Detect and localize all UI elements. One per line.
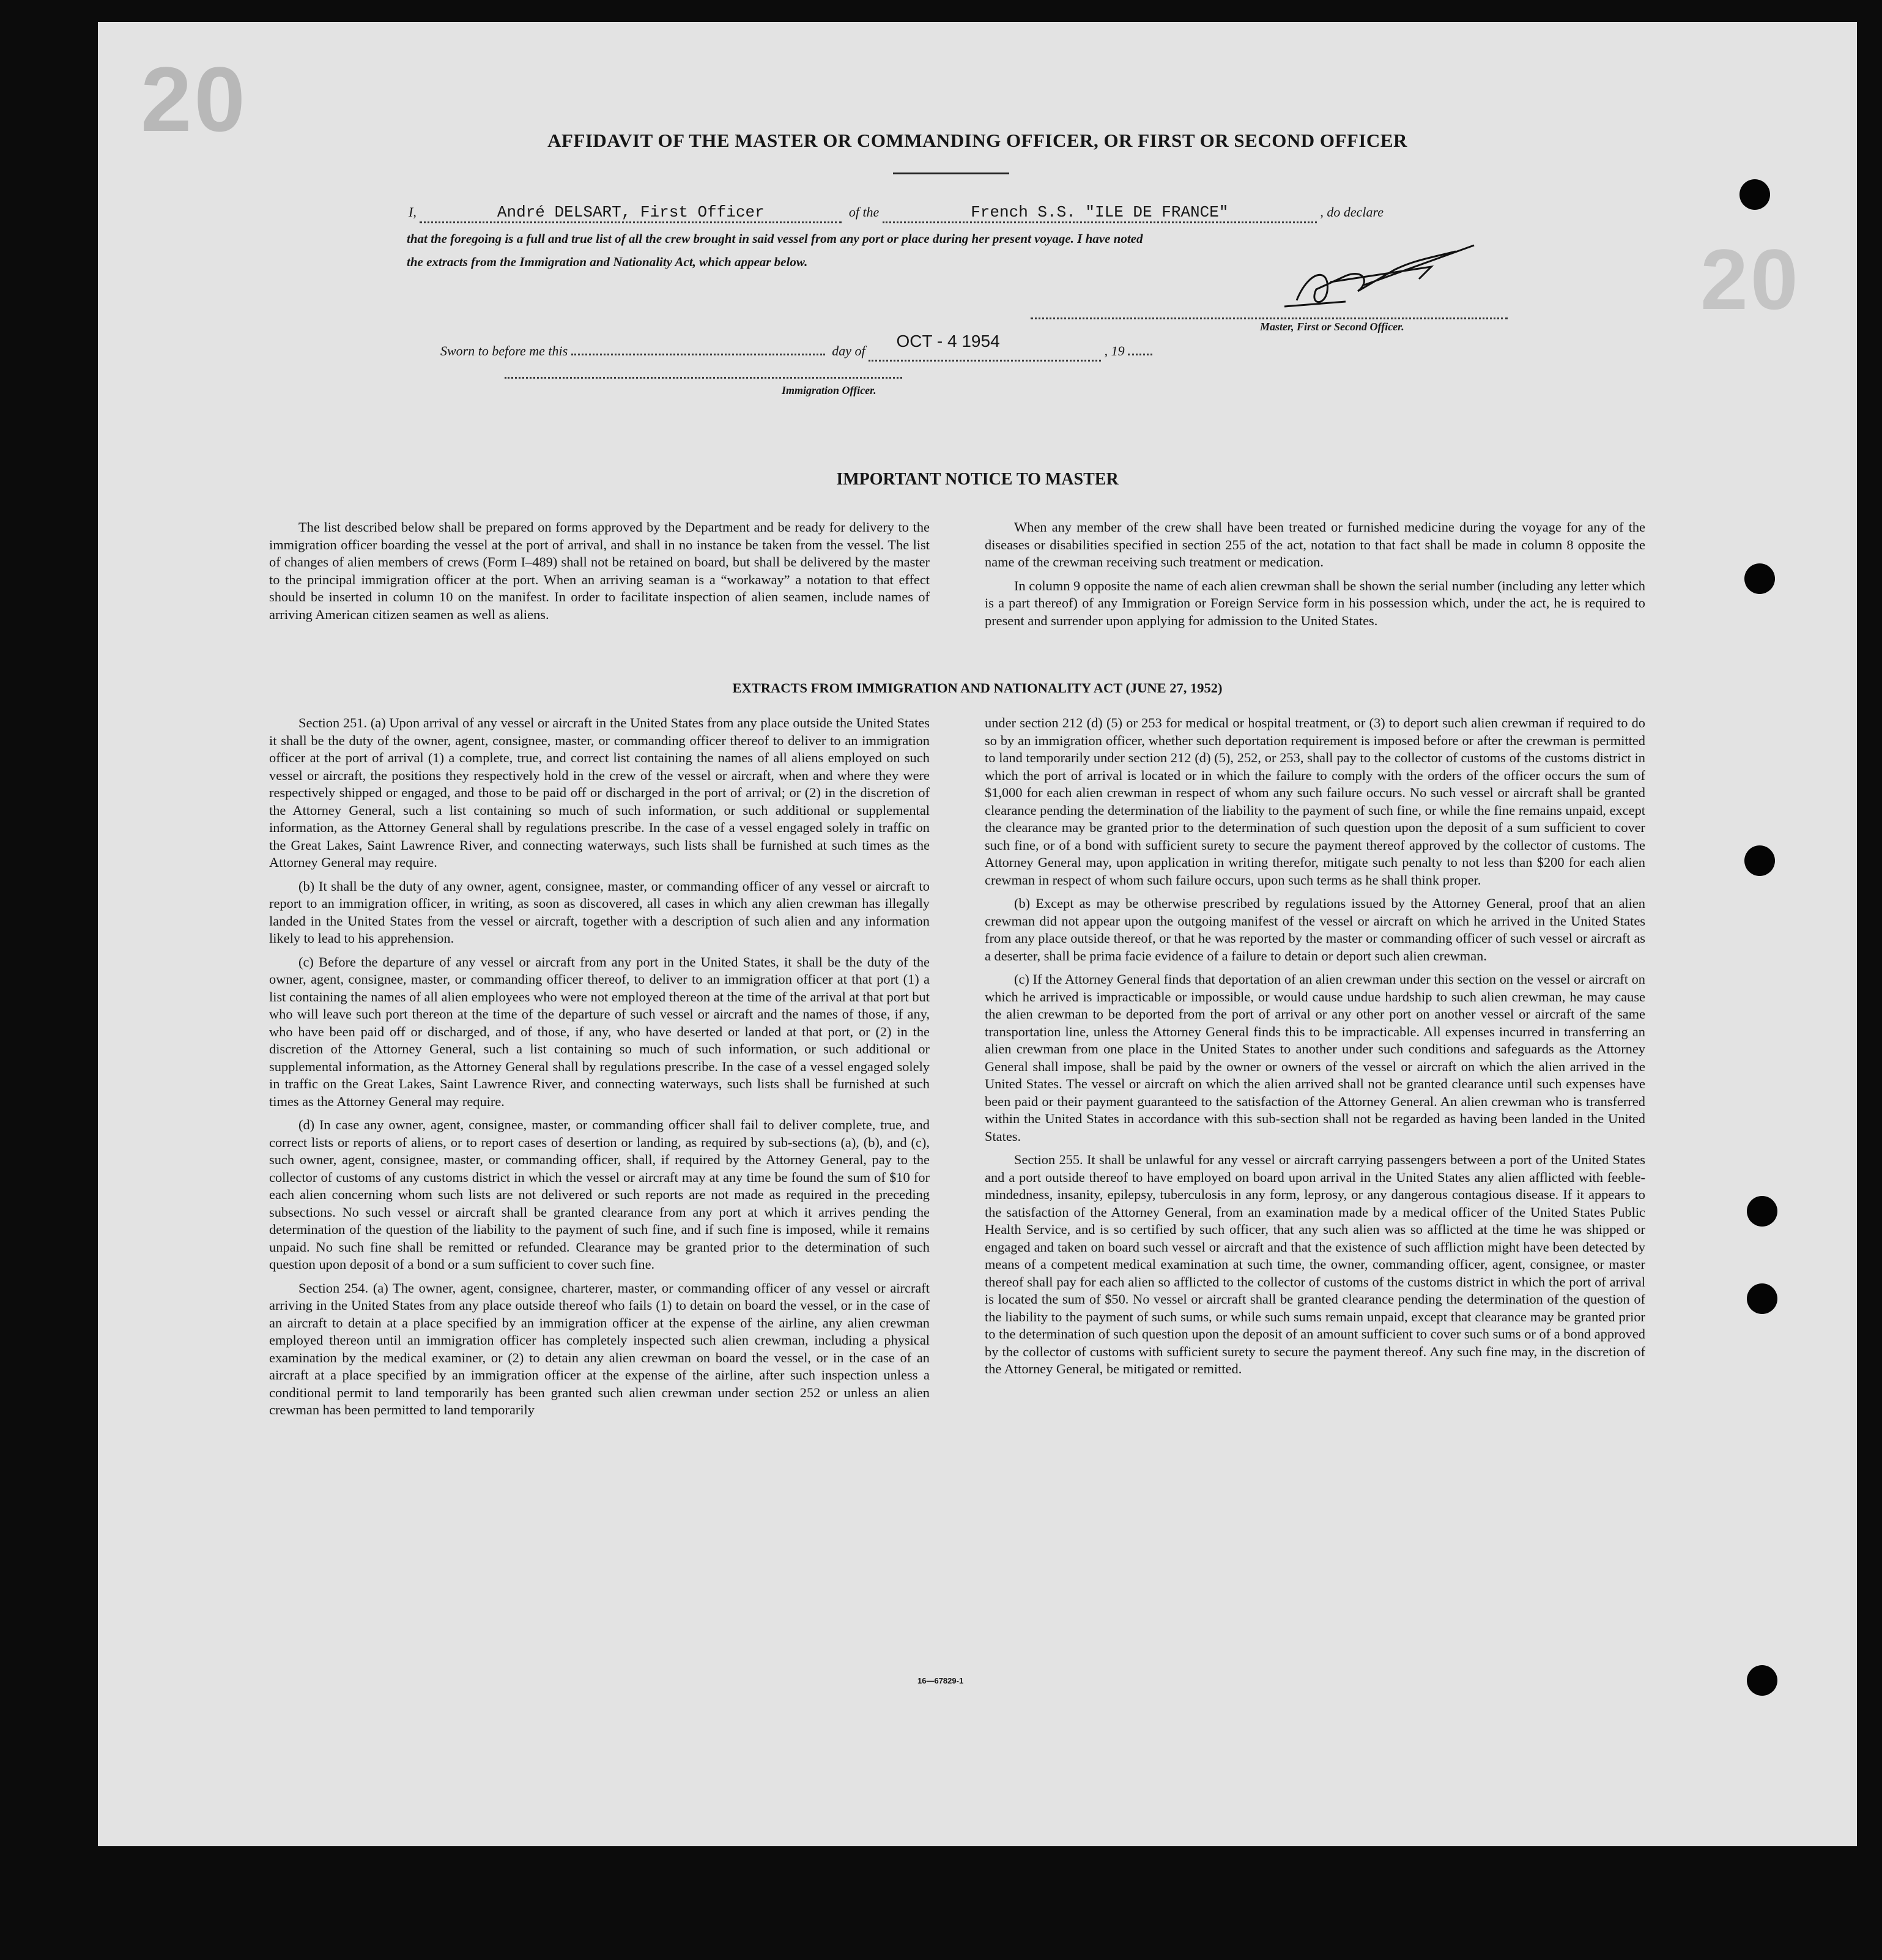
notice-left-paragraph: The list described below shall be prepared on forms approved by the Department and be ready for delivery to the immigration officer boarding the vessel at the port of arrival, and shall in no instance be taken from the vessel. The list of changes of alien members of crews (Form I–489) shall not be retained on board, but shall be delivered by the master to the principal immigration officer at the port. When an arriving seaman is a “workaway” a notation to that effect should be inserted in column 10 on the manifest. In order to facilitate inspection of alien seamen, include names of arriving American citizen seamen as well as aliens. bbox=[269, 519, 930, 622]
i-label: I, bbox=[409, 204, 417, 220]
binder-hole-5 bbox=[1747, 1283, 1777, 1314]
binder-hole-2 bbox=[1744, 563, 1775, 594]
officer-name-field bbox=[420, 203, 842, 223]
immigration-officer-label: Immigration Officer. bbox=[782, 384, 876, 396]
sworn-day-field bbox=[571, 354, 825, 355]
do-declare-label: , do declare bbox=[1320, 204, 1384, 220]
affidavit-line-1 bbox=[409, 203, 1384, 223]
binder-hole-1 bbox=[1739, 179, 1770, 210]
section-254-a-continued: under section 212 (d) (5) or 253 for medical or hospital treatment, or (3) to deport such alien crewman if required to do so by an immigration officer, whether such deportation requirement is imposed before or after the crewman is permitted to land temporarily under section 212 (d) (5), 252, or 253, shall pay to the collector of customs of the customs district in which the port of arrival is located or in which the failure to comply with the orders of the officer occurs the sum of $1,000 for each alien crewman in respect of whom any such failure occurs. No such vessel or aircraft shall be granted clearance pending the determination of the liability to the payment of such fine, or while the fine remains unpaid, except the clearance may be granted prior to the determination of such question upon the deposit of a sum sufficient to cover such fine, or of a bond with sufficient surety to secure the payment thereof approved by the collector of customs. The Attorney General may, upon application in writing therefor, mitigate such penalty to not less than $200 for each alien crewman in respect of whom such failure occurs, upon such terms as he shall think proper. bbox=[985, 715, 1645, 888]
notice-left-column bbox=[269, 519, 930, 629]
section-251-b: (b) It shall be the duty of any owner, agent, consignee, master, or commanding officer of any vessel or aircraft to report to an immigration officer, in writing, as soon as discovered, all cases in which any alien crewman has illegally landed in the United States from the vessel or aircraft, together with a description of such alien and any information likely to lead to his apprehension. bbox=[269, 878, 930, 946]
signature-title: Master, First or Second Officer. bbox=[1260, 321, 1404, 333]
section-254-c: (c) If the Attorney General finds that deportation of an alien crewman under this section on the vessel or aircraft on which he arrived is impracticable or impossible, or would cause undue hardship to such alien crewman, he may cause the alien crewman to be deported from the port of arrival or any other port on another vessel or aircraft of the same transportation line, unless the Attorney General finds this to be impracticable. All expenses incurred in transferring an alien crewman from one place in the United States to another under such conditions and safeguards as the Attorney General shall impose, shall be paid by the owner or owners of the vessel or aircraft on which the alien arrived in the United States. The vessel or aircraft on which the alien arrived shall not be granted clearance until such expenses have been paid or their payment guaranteed to the satisfaction of the Attorney General. An alien crewman who is transferred within the United States in accordance with this sub-section shall not be regarded as having been landed in the United States. bbox=[985, 971, 1645, 1144]
sworn-line bbox=[440, 332, 1152, 362]
section-251-d: (d) In case any owner, agent, consignee, master, or commanding officer shall fail to deliver complete, true, and correct lists or reports of aliens, or to report cases of desertion or landing, as required by sub-sections (a), (b), and (c), such owner, agent, consignee, master, or commanding officer, shall, if required by the Attorney General, pay to the collector of customs of any customs district in which the vessel or aircraft may at any time be found the sum of $10 for each alien concerning whom such lists are not delivered or such reports are not made as required in the preceding subsections. No such vessel or aircraft shall be granted clearance from any port at which it arrives pending the determination of the question of the liability to the payment of such fine, and if such fine is imposed, while it remains unpaid. No such fine shall be remitted or refunded. Clearance may be granted prior to the determination of such question upon deposit of a bond or a sum sufficient to cover such fine. bbox=[269, 1117, 930, 1272]
section-254-a: Section 254. (a) The owner, agent, consignee, charterer, master, or commanding officer of any vessel or aircraft arriving in the United States from any place outside thereof who fails (1) to detain on board the vessel, or in the case of an aircraft to detain at a place specified by an immigration officer at the expense of the airline, any alien crewman employed thereon until an immigration officer has completely inspected such alien crewman, including a physical examination by the medical examiner, or (2) to detain any alien crewman on board the vessel, or in the case of an aircraft at a place specified by an immigration officer at the expense of the airline, after such inspection unless a conditional permit to land temporarily has been granted such alien crewman under section 252 or unless an alien crewman has been permitted to land temporarily bbox=[269, 1280, 930, 1417]
officer-signature bbox=[1272, 233, 1529, 319]
bleed-through-stamp-left: 20 bbox=[141, 48, 248, 150]
sworn-date-field bbox=[869, 332, 1101, 362]
title-rule bbox=[893, 173, 1009, 174]
extracts-right-column bbox=[985, 715, 1645, 1384]
extracts-left-column bbox=[269, 715, 930, 1425]
section-251-a: Section 251. (a) Upon arrival of any vessel or aircraft in the United States from any place outside the United States it shall be the duty of the owner, agent, consignee, master, or commanding officer thereof to deliver to an immigration officer at the port of arrival (1) a complete, true, and correct list containing the names of all aliens employed on such vessel or aircraft, the positions they respectively hold in the crew of the vessel or aircraft, when and where they were respectively shipped or engaged, and those to be paid off or discharged in the port of arrival; or (2) in the discretion of the Attorney General, such a list containing so much of such information, or such additional or supplemental information, as the Attorney General shall by regulations prescribe. In the case of a vessel engaged solely in traffic on the Great Lakes, Saint Lawrence River, and connecting waterways, such lists shall be furnished at such times as the Attorney General may require. bbox=[269, 715, 930, 870]
notice-right-paragraph-2: In column 9 opposite the name of each alien crewman shall be shown the serial number (including any letter which is a part thereof) of any Immigration or Foreign Service form in his possession which, under the act, he is required to present and surrender upon applying for admission to the United States. bbox=[985, 577, 1645, 628]
of-the-label: of the bbox=[848, 204, 880, 220]
officer-name: André DELSART, First Officer bbox=[497, 203, 765, 221]
document-page bbox=[98, 22, 1857, 1846]
bleed-through-stamp-right: 20 bbox=[1700, 231, 1801, 327]
section-254-b: (b) Except as may be otherwise prescribed by regulations issued by the Attorney General, proof that an alien crewman did not appear upon the outgoing manifest of the vessel or aircraft on which he arrived in the United States from any place outside thereof, or that he was reported by the master or commanding officer of such vessel or aircraft as a deserter, shall be prima facie evidence of a failure to detain or deport such alien crewman. bbox=[985, 896, 1645, 963]
signature-line bbox=[1031, 317, 1508, 319]
affidavit-title: AFFIDAVIT OF THE MASTER OR COMMANDING OFFICER, OR FIRST OR SECOND OFFICER bbox=[547, 130, 1407, 151]
binder-hole-6 bbox=[1747, 1665, 1777, 1696]
declaration-line-1: that the foregoing is a full and true list of all the crew brought in said vessel from any port or place during her present voyage. I have noted bbox=[407, 231, 1143, 246]
binder-hole-3 bbox=[1744, 845, 1775, 876]
binder-hole-4 bbox=[1747, 1196, 1777, 1227]
notice-right-paragraph-1: When any member of the crew shall have been treated or furnished medicine during the voyage for any of the diseases or disabilities specified in section 255 of the act, notation to that fact shall be made in column 8 opposite the name of the crewman receiving such treatment or medication. bbox=[985, 519, 1645, 570]
notice-right-column bbox=[985, 519, 1645, 629]
extracts-title: EXTRACTS FROM IMMIGRATION AND NATIONALITY ACT (JUNE 27, 1952) bbox=[732, 680, 1223, 696]
day-of-label: day of bbox=[832, 343, 865, 358]
immigration-officer-line bbox=[505, 377, 902, 379]
vessel-name-field bbox=[883, 203, 1317, 223]
section-255: Section 255. It shall be unlawful for any vessel or aircraft carrying passengers between a port of the United States and a port outside thereof to have employed on board upon arrival in the United States any alien afflicted with feeble-mindedness, insanity, epilepsy, tuberculosis in any form, leprosy, or any dangerous contagious disease. If it appears to the satisfaction of the Attorney General, from an examination made by a medical officer of the United States Public Health Service, and is so certified by such officer, that any such alien was so afflicted at the time he was shipped or engaged and taken on board such vessel or aircraft and that the existence of such affliction might have been detected by means of a competent medical examination at such time, the owner, commanding officer, agent, consignee, or master thereof shall pay for each alien so afflicted to the collector of customs of the customs district in which the port of arrival is located the sum of $50. No vessel or aircraft shall be granted clearance pending the determination of the question of the liability to the payment of such sums, or while such sums remain unpaid, except that clearance may be granted prior to the determination of such question upon the deposit of an amount sufficient to cover such sums or of a bond approved by the collector of customs with sufficient surety to secure the payment thereof. Any such fine may, in the discretion of the Attorney General, be mitigated or remitted. bbox=[985, 1152, 1645, 1376]
vessel-name: French S.S. "ILE DE FRANCE" bbox=[971, 203, 1229, 221]
declaration-line-2: the extracts from the Immigration and Nationality Act, which appear below. bbox=[407, 254, 808, 269]
sworn-label: Sworn to before me this bbox=[440, 343, 568, 358]
year-label: , 19 bbox=[1104, 343, 1125, 358]
notice-title: IMPORTANT NOTICE TO MASTER bbox=[836, 470, 1119, 489]
section-251-c: (c) Before the departure of any vessel or aircraft from any port in the United States, it shall be the duty of the owner, agent, consignee, master, or commanding officer thereof, to deliver to an immigration officer at that port (1) a list containing the names of all alien employees who were not employed thereon at the time of the arrival at that port but who will leave such port thereon at the time of the departure of such vessel or aircraft and the names of those, if any, who have been paid off or discharged, and of those, if any, who have deserted or landed at that port, or (2) in the discretion of the Attorney General, such a list containing so much of such information, or such additional or supplemental information, as the Attorney General shall by regulations prescribe. In the case of a vessel engaged solely in traffic on the Great Lakes, Saint Lawrence River, and connecting waterways, such lists shall be furnished at such times as the Attorney General may require. bbox=[269, 954, 930, 1109]
year-field bbox=[1128, 354, 1152, 355]
form-code: 16—67829-1 bbox=[917, 1676, 964, 1685]
sworn-date-stamp: OCT - 4 1954 bbox=[896, 332, 1000, 351]
